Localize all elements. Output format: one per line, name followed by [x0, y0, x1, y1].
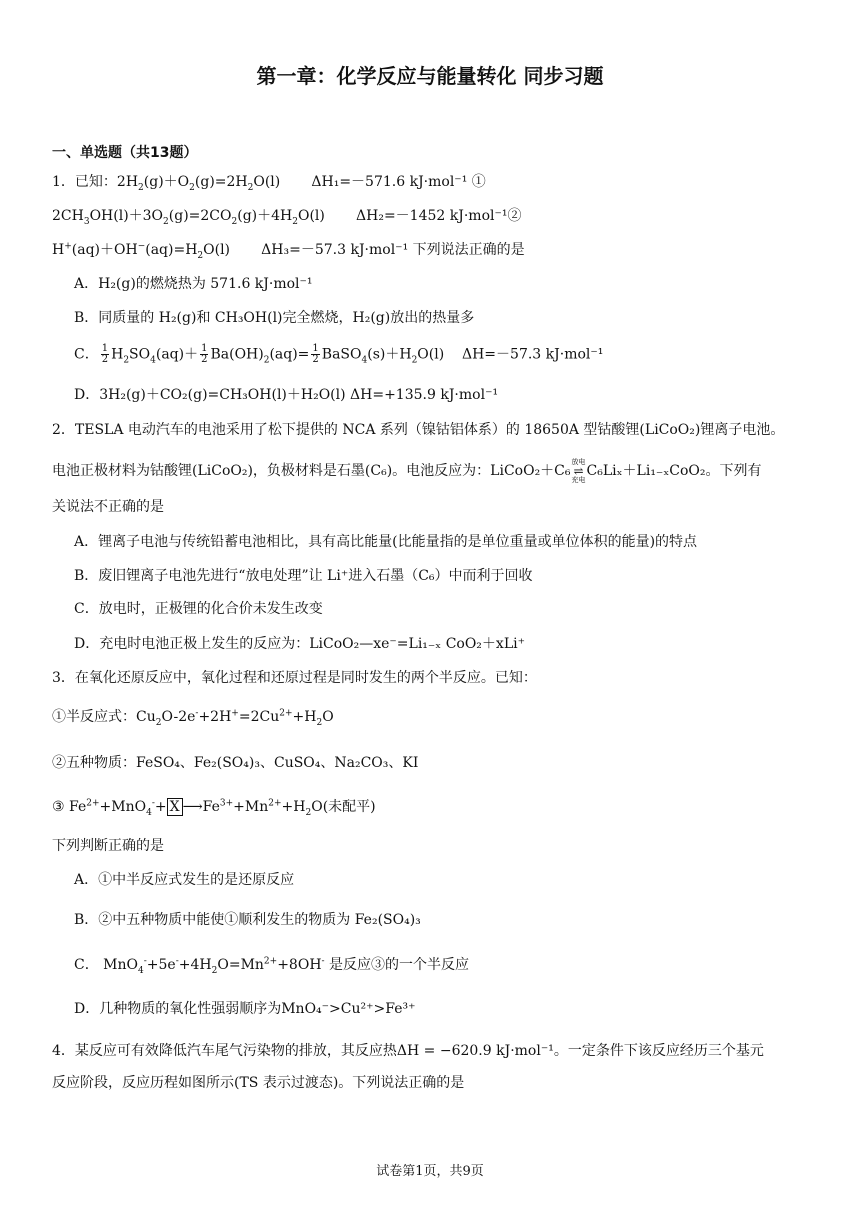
q2-option-b: B．废旧锂离子电池先进行“放电处理”让 Li⁺进入石墨（C₆）中而利于回收: [74, 568, 533, 584]
q1-option-c: C． $\frac{1}{2}$ $H_2SO_4(aq)+$ $\frac{1}{2}$ $Ba(OH)_2(aq)=$ $\frac{1}{2}$ $BaSO_4(s)+H_2O(l)$ ΔH=－57.3 kJ·mol⁻¹: [74, 343, 604, 366]
q2-line1: 2．TESLA 电动汽车的电池采用了松下提供的 NCA 系列（镍钴铝体系）的 18650A 型钴酸锂(LiCoO₂)锂离子电池。: [52, 422, 785, 438]
q3-option-c: C． $MnO_4^-+5e^-+4H_2O=Mn^{2+}+8OH^-$ 是反应③的一个半反应: [74, 956, 470, 976]
q3-line1: 3．在氧化还原反应中，氧化过程和还原过程是同时发生的两个半反应。已知：: [52, 670, 537, 686]
unknown-box: X: [167, 798, 183, 816]
q1-dh3: ΔH₃=－57.3 kJ·mol⁻¹ 下列说法正确的是: [261, 242, 525, 258]
q3-judge: 下列判断正确的是: [52, 838, 164, 854]
q1-option-b: B．同质量的 H₂(g)和 CH₃OH(l)完全燃烧，H₂(g)放出的热量多: [74, 310, 475, 326]
q1-option-d: D．3H₂(g)＋CO₂(g)=CH₃OH(l)＋H₂O(l) ΔH=+135.9 kJ·mol⁻¹: [74, 387, 499, 403]
q3-option-b: B．②中五种物质中能使①顺利发生的物质为 Fe₂(SO₄)₃: [74, 912, 421, 928]
section-heading: 一、单选题（共13题）: [52, 145, 198, 161]
q1-dh2: ΔH₂=－1452 kJ·mol⁻¹②: [356, 208, 522, 224]
equilibrium-arrow: 放电 ⇌ 充电: [571, 458, 586, 484]
page-footer: 试卷第1页，共9页: [376, 1164, 484, 1179]
q3-item1: ①半反应式：$Cu_2O-2e^-+2H^+=2Cu^{2+}+H_2O$: [52, 708, 334, 728]
q1-prefix: 1．已知：: [52, 174, 117, 190]
q2-option-c: C．放电时，正极锂的化合价未发生改变: [74, 601, 323, 617]
page-title: 第一章：化学反应与能量转化 同步习题: [256, 64, 604, 88]
q1-line1: 1．已知：$2H_2(g)+O_2(g)=2H_2O(l)$ ΔH₁=－571.6 kJ·mol⁻¹ ①: [52, 174, 486, 193]
q3-item3: ③ $Fe^{2+}+MnO_4^-+ X$ $⟶Fe^{3+}+Mn^{2+}+H_2O$(未配平): [52, 798, 376, 818]
q3-option-d: D．几种物质的氧化性强弱顺序为MnO₄⁻>Cu²⁺>Fe³⁺: [74, 1001, 416, 1017]
q4-line2: 反应阶段，反应历程如图所示(TS 表示过渡态)。下列说法正确的是: [52, 1075, 465, 1091]
q3-item2: ②五种物质：FeSO₄、Fe₂(SO₄)₃、CuSO₄、Na₂CO₃、KI: [52, 755, 419, 771]
q1-option-a: A．H₂(g)的燃烧热为 571.6 kJ·mol⁻¹: [74, 276, 313, 292]
q2-option-a: A．锂离子电池与传统铅蓄电池相比，具有高比能量(比能量指的是单位重量或单位体积的能量)的特点: [74, 534, 698, 550]
q1-line3: $H^+(aq)+OH^-(aq)=H_2O(l)$ ΔH₃=－57.3 kJ·mol⁻¹ 下列说法正确的是: [52, 241, 525, 261]
q2-line3: 关说法不正确的是: [52, 499, 164, 515]
q3-option-a: A．①中半反应式发生的是还原反应: [74, 872, 295, 888]
q4-line1: 4．某反应可有效降低汽车尾气污染物的排放，其反应热ΔH = −620.9 kJ·mol⁻¹。一定条件下该反应经历三个基元: [52, 1043, 764, 1059]
q2-option-d: D．充电时电池正极上发生的反应为：LiCoO₂—xe⁻=Li₁₋ₓ CoO₂＋xLi⁺: [74, 636, 525, 652]
q1-line2: $2CH_3OH(l)+3O_2(g)=2CO_2(g)+4H_2O(l)$ ΔH₂=－1452 kJ·mol⁻¹②: [52, 208, 522, 227]
q2-line2: 电池正极材料为钴酸锂(LiCoO₂)，负极材料是石墨(C₆)。电池反应为：LiCoO₂＋C₆ 放电 ⇌ 充电 C₆Liₓ＋Li₁₋ₓCoO₂。下列有: [52, 458, 762, 484]
q1-dh1: ΔH₁=－571.6 kJ·mol⁻¹ ①: [311, 174, 486, 190]
